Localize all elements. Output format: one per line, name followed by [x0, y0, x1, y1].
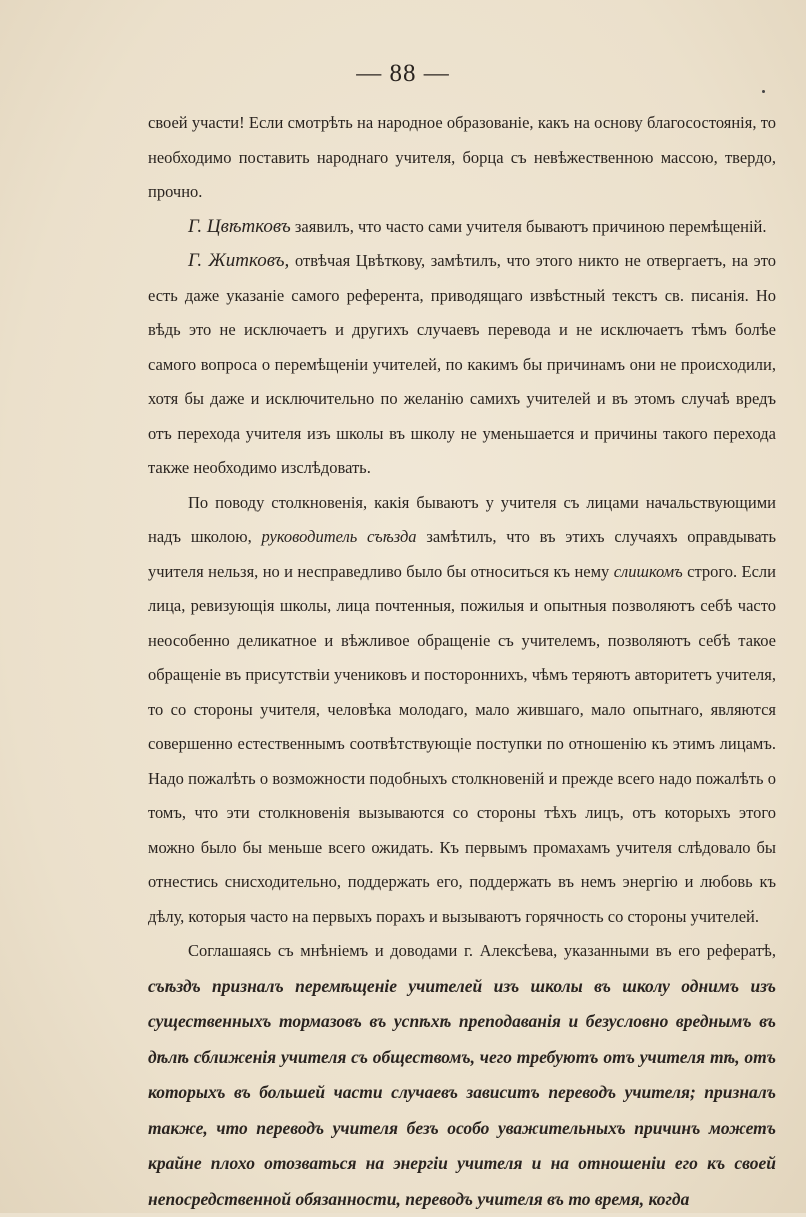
speaker-name: Г. Житковъ, [188, 250, 290, 271]
paragraph-4-text: строго. Если лица, ревизующія школы, лица почтенныя, пожилыя и опытныя позволяютъ себѣ часто неособенно деликатное и вѣжливое обращеніе съ учителемъ, позволяютъ себѣ такое обращеніе въ присутствіи учениковъ и постороннихъ, чѣмъ теряютъ авторитетъ учителя, то со стороны учителя, человѣка молодаго, мало жившаго, мало опытнаго, являются совершенно естественнымъ соотвѣтствующіе поступки по отношенію къ этимъ лицамъ. Надо пожалѣть о возможности подобныхъ столкновеній и прежде всего надо пожалѣть о томъ, что эти столкновенія вызываются со стороны тѣхъ лицъ, отъ которыхъ этого можно было бы меньше всего ожидать. Къ первымъ промахамъ учителя слѣдовало бы отнестись снисходительно, поддержать его, поддержать въ немъ энергію и любовь къ дѣлу, которыя часто на первыхъ порахъ и вызываютъ горячность со стороны учителей. [148, 561, 776, 926]
paragraph-5-text: Соглашаясь съ мнѣніемъ и доводами г. Алексѣева, указанными въ его рефератѣ, [188, 941, 776, 960]
paragraph-3 [148, 244, 776, 486]
paragraph-2 [148, 210, 776, 245]
emphasis-chair: руководитель съѣзда [261, 527, 417, 546]
paragraph-4 [148, 486, 776, 935]
paragraph-1: своей участи! Если смотрѣть на народное образованіе, какъ на основу благосостоянія, то необходимо поставить народнаго учителя, борца съ невѣжественною массою, твердо, прочно. [148, 113, 776, 201]
paragraph-4-text: замѣтилъ, что въ этихъ случаяхъ оправдывать учителя нельзя, но и несправедливо было бы относиться къ нему [148, 527, 777, 581]
page-number: — 88 — [356, 60, 450, 87]
paragraph-4-text: По поводу столкновенія, какія бываютъ у учителя съ лицами начальствующими надъ школою, [148, 492, 776, 546]
emphasis-too: слишкомъ [613, 561, 683, 581]
page-body [148, 106, 776, 1217]
speaker-name: Г. Цвѣтковъ [188, 215, 291, 237]
paragraph-2-text: заявилъ, что часто сами учителя бываютъ причиною перемѣщеній. [290, 216, 767, 236]
ink-speck [762, 90, 765, 93]
paragraph-5 [148, 934, 776, 1217]
paragraph-3-text: отвѣчая Цвѣткову, замѣтилъ, что этого никто не отвергаетъ, на это есть даже указаніе самого референта, приводящаго извѣстный текстъ св. писанія. Но вѣдь это не исключаетъ и другихъ случаевъ перевода и не исключаетъ тѣмъ болѣе самого вопроса о перемѣщеніи учителей, по какимъ бы причинамъ они не происходили, хотя бы даже и исключительно по желанію самихъ учителей и въ этомъ случаѣ вредъ отъ перехода учителя изъ школы въ школу не уменьшается и причины такого перехода также необходимо изслѣдовать. [148, 251, 777, 477]
resolution-text: съѣздъ призналъ перемѣщеніе учителей изъ школы въ школу однимъ изъ существенныхъ тормазовъ въ успѣхѣ преподаванія и безусловно вреднымъ въ дѣлѣ сближенія учителя съ обществомъ, чего требуютъ отъ учителя тѣ, отъ которыхъ въ большей части случаевъ зависитъ переводъ учителя; призналъ также, что переводъ учителя безъ особо уважительныхъ причинъ можетъ крайне плохо отозваться на энергіи учителя и на отношеніи его къ своей непосредственной обязанности, переводъ учителя въ то время, когда [148, 975, 776, 1209]
